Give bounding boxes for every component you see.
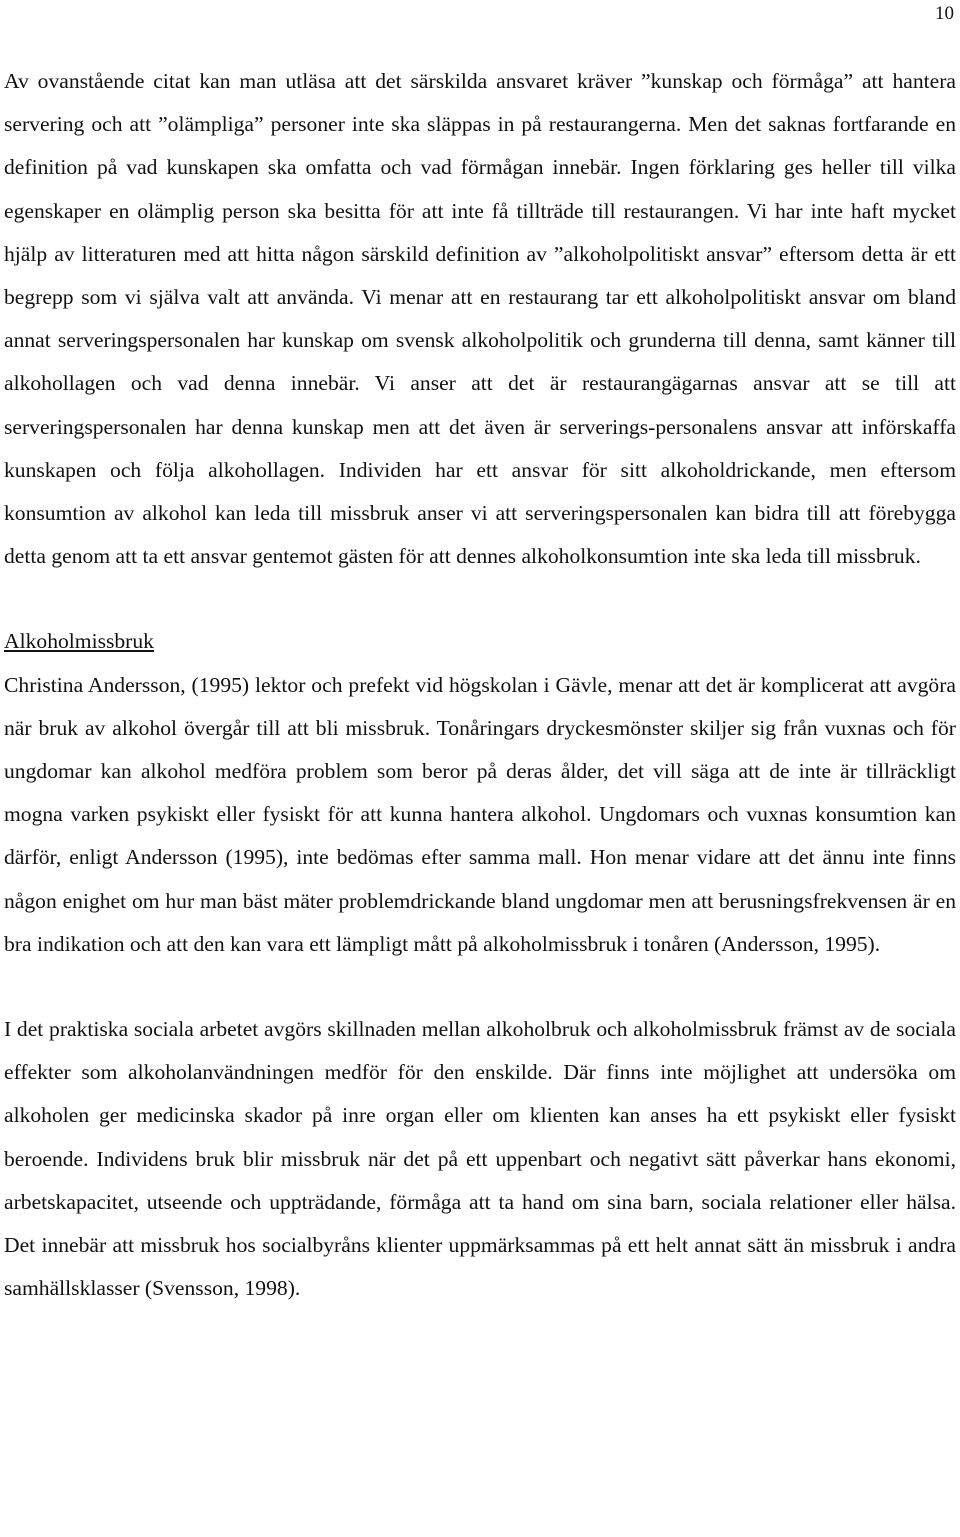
page-number: 10 (935, 3, 954, 24)
document-body (4, 60, 956, 1310)
paragraph-spacer (4, 578, 956, 620)
paragraph-alkoholpolitiskt-ansvar: Av ovanstående citat kan man utläsa att det särskilda ansvaret kräver ”kunskap och förmåga” att hantera servering och att ”olämpliga” personer inte ska släppas in på restaurangerna. Men det saknas fortfarande en definition på vad kunskapen ska omfatta och vad förmågan innebär. Ingen förklaring ges heller till vilka egenskaper en olämplig person ska besitta för att inte få tillträde till restaurangen. Vi har inte haft mycket hjälp av litteraturen med att hitta någon särskild definition av ”alkoholpolitiskt ansvar” eftersom detta är ett begrepp som vi själva valt att använda. Vi menar att en restaurang tar ett alkoholpolitiskt ansvar om bland annat serveringspersonalen har kunskap om svensk alkoholpolitik och grunderna till denna, samt känner till alkohollagen och vad denna innebär. Vi anser att det är restaurangägarnas ansvar att se till att serveringspersonalen har denna kunskap men att det även är serverings-personalens ansvar att införskaffa kunskapen och följa alkohollagen. Individen har ett ansvar för sitt alkoholdrickande, men eftersom konsumtion av alkohol kan leda till missbruk anser vi att serveringspersonalen kan bidra till att förebygga detta genom att ta ett ansvar gentemot gästen för att dennes alkoholkonsumtion inte ska leda till missbruk. (4, 69, 956, 569)
section-heading: Alkoholmissbruk (4, 629, 154, 654)
paragraph-andersson: Christina Andersson, (1995) lektor och prefekt vid högskolan i Gävle, menar att det är komplicerat att avgöra när bruk av alkohol övergår till att bli missbruk. Tonåringars dryckesmönster skiljer sig från vuxnas och för ungdomar kan alkohol medföra problem som beror på deras ålder, det vill säga att de inte är tillräckligt mogna varken psykiskt eller fysiskt för att kunna hantera alkohol. Ungdomars och vuxnas konsumtion kan därför, enligt Andersson (1995), inte bedömas efter samma mall. Hon menar vidare att det ännu inte finns någon enighet om hur man bäst mäter problemdrickande bland ungdomar men att berusningsfrekvensen är en bra indikation och att den kan vara ett lämpligt mått på alkoholmissbruk i tonåren (Andersson, 1995). (4, 672, 956, 956)
paragraph-socialt-arbete: I det praktiska sociala arbetet avgörs skillnaden mellan alkoholbruk och alkoholmissbruk främst av de sociala effekter som alkoholanvändningen medför för den enskilde. Där finns inte möjlighet att undersöka om alkoholen ger medicinska skador på inre organ eller om klienten kan anses ha ett psykiskt eller fysiskt beroende. Individens bruk blir missbruk när det på ett uppenbart och negativt sätt påverkar hans ekonomi, arbetskapacitet, utseende och uppträdande, förmåga att ta hand om sina barn, sociala relationer eller hälsa. Det innebär att missbruk hos socialbyråns klienter uppmärksammas på ett helt annat sätt än missbruk i andra samhällsklasser (Svensson, 1998). (4, 1017, 956, 1301)
paragraph-spacer (4, 966, 956, 1008)
